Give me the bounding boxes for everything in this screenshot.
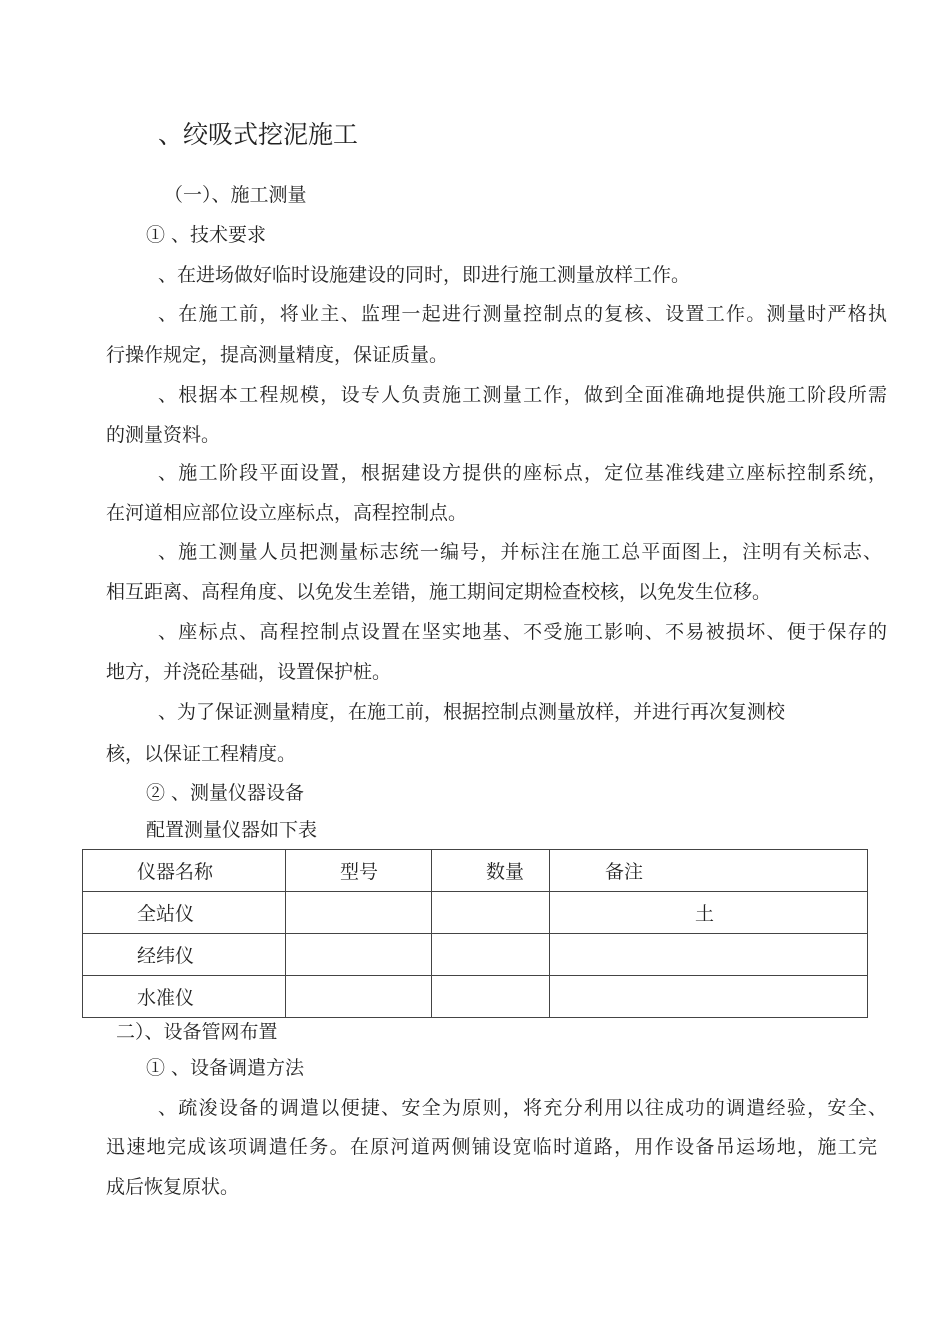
paragraph-line: 在河道相应部位设立座标点，高程控制点。 bbox=[106, 502, 468, 524]
instrument-table bbox=[82, 849, 868, 1018]
table-row bbox=[83, 934, 868, 976]
table-row bbox=[83, 892, 868, 934]
paragraph-line: 的测量资料。 bbox=[106, 424, 221, 446]
paragraph-line: 相互距离、高程角度、以免发生差错，施工期间定期检查校核，以免发生位移。 bbox=[106, 581, 772, 603]
table-cell bbox=[550, 976, 868, 1018]
subheading-dispatch-method: ① 、设备调遣方法 bbox=[146, 1057, 305, 1079]
table-header-cell: 数量 bbox=[432, 850, 550, 892]
table-cell bbox=[286, 892, 432, 934]
table-header-row bbox=[83, 850, 868, 892]
section-heading-equipment: 二）、设备管网布置 bbox=[116, 1021, 278, 1043]
paragraph-line: 、为了保证测量精度，在施工前，根据控制点测量放样，并进行再次复测校 bbox=[158, 701, 786, 723]
table-row bbox=[83, 976, 868, 1018]
table-cell bbox=[286, 934, 432, 976]
paragraph-line: 核，以保证工程精度。 bbox=[106, 743, 297, 765]
paragraph-line: 行操作规定，提高测量精度，保证质量。 bbox=[106, 344, 449, 366]
table-cell bbox=[432, 934, 550, 976]
table-cell: 全站仪 bbox=[83, 892, 286, 934]
table-header-cell: 备注 bbox=[550, 850, 868, 892]
table-cell bbox=[432, 976, 550, 1018]
table-cell: 水准仪 bbox=[83, 976, 286, 1018]
document-title: 、绞吸式挖泥施工 bbox=[158, 120, 359, 149]
table-caption: 配置测量仪器如下表 bbox=[146, 819, 318, 841]
paragraph-line: 、疏浚设备的调遣以便捷、安全为原则，将充分利用以往成功的调遣经验，安全、 bbox=[158, 1097, 887, 1119]
table-header-cell: 型号 bbox=[286, 850, 432, 892]
paragraph-line: 迅速地完成该项调遣任务。在原河道两侧铺设宽临时道路，用作设备吊运场地，施工完 bbox=[106, 1136, 877, 1158]
paragraph-line: 、施工测量人员把测量标志统一编号，并标注在施工总平面图上，注明有关标志、 bbox=[158, 541, 882, 563]
paragraph-line: 地方，并浇砼基础，设置保护桩。 bbox=[106, 661, 392, 683]
paragraph-line: 、根据本工程规模，设专人负责施工测量工作，做到全面准确地提供施工阶段所需 bbox=[158, 384, 887, 406]
paragraph-line: 、座标点、高程控制点设置在坚实地基、不受施工影响、不易被损坏、便于保存的 bbox=[158, 621, 887, 643]
subheading-survey-instruments: ② 、测量仪器设备 bbox=[146, 782, 305, 804]
table-cell: 土 bbox=[550, 892, 868, 934]
table-header-cell: 仪器名称 bbox=[83, 850, 286, 892]
paragraph-line: 成后恢复原状。 bbox=[106, 1176, 240, 1198]
table-cell bbox=[286, 976, 432, 1018]
table-cell bbox=[550, 934, 868, 976]
paragraph-line: 、施工阶段平面设置，根据建设方提供的座标点，定位基准线建立座标控制系统， bbox=[158, 462, 887, 484]
section-heading-survey: （一）、施工测量 bbox=[164, 184, 307, 206]
table-cell bbox=[432, 892, 550, 934]
paragraph-line: 、在进场做好临时设施建设的同时，即进行施工测量放样工作。 bbox=[158, 264, 691, 286]
paragraph-line: 、在施工前，将业主、监理一起进行测量控制点的复核、设置工作。测量时严格执 bbox=[158, 303, 887, 325]
table-cell: 经纬仪 bbox=[83, 934, 286, 976]
subheading-technical-requirements: ① 、技术要求 bbox=[146, 224, 267, 246]
